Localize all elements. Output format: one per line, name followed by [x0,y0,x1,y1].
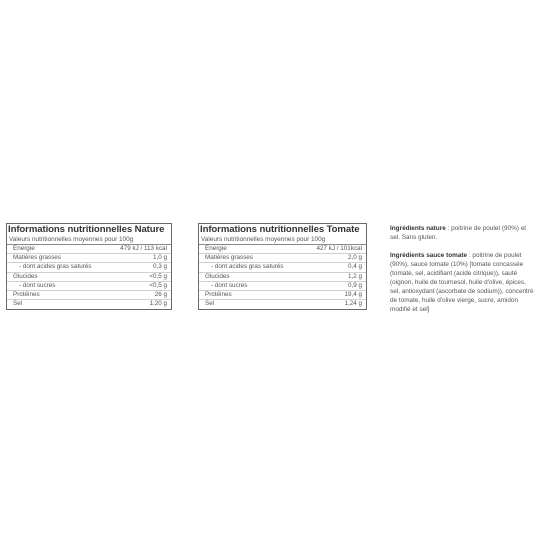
row-value: 1,2 g [347,272,362,280]
nutrition-table-nature [6,223,172,310]
row-value: 1,24 g [344,300,362,308]
table-row [199,273,366,282]
table-row [199,282,366,291]
row-value: 19,4 g [344,291,362,299]
tomate-rows [199,245,366,308]
ingredients-nature-label: Ingrédients nature [390,225,446,232]
row-label: Sel [205,300,215,308]
row-label: Protéines [205,291,232,299]
table-row [7,273,171,282]
row-value: 26 g [154,291,167,299]
row-label: Energie [13,245,35,252]
row-label: Glucides [205,272,230,280]
row-label: Sel [13,300,23,308]
table-row [7,263,171,272]
table-row [199,300,366,308]
row-value: 0,9 g [347,281,362,289]
row-label: Matières grasses [205,254,253,262]
row-value: 2,0 g [347,254,362,262]
ingredients-nature-text: : poitrine de poulet (90%) et sel. Sans gluten. [390,225,527,241]
row-label: Energie [205,245,227,252]
table-row [7,291,171,300]
table-row [7,254,171,263]
tomate-table-subtitle: Valeurs nutritionnelles moyennes pour 100g [199,236,366,245]
table-row [199,254,366,263]
row-value: 1,20 g [149,300,167,308]
row-label: Glucides [13,272,38,280]
row-label: - dont sucres [211,281,248,289]
row-value: <0,5 g [149,281,167,289]
row-label: - dont acides gras saturés [19,263,92,271]
table-row [199,245,366,254]
row-label: Matières grasses [13,254,61,262]
ingredients-nature [390,224,535,242]
tomate-table-title: Informations nutritionnelles Tomate [200,224,360,235]
row-value: <0,5 g [149,272,167,280]
table-row [7,282,171,291]
table-row [199,263,366,272]
row-value: 1,0 g [152,254,167,262]
table-row [7,245,171,254]
table-row [199,291,366,300]
row-label: - dont acides gras saturés [211,263,284,271]
ingredients-tomate [390,251,535,314]
ingredients-tomate-text: : poitrine de poulet (90%), sauce tomate (10%) [tomate concassée (tomate, sel, acidifiant (acide citrique)), sauté (oignon, huile de tournesol, huile d'olive, épices, sel, antioxydant (ascorbate de sodium)), concentré de tomate, huile d'olive vierge, sucre, amidon modifié et sel] [390,252,534,313]
ingredients-tomate-label: Ingrédients sauce tomate [390,252,468,259]
nature-rows [7,245,171,308]
table-row [7,300,171,308]
row-value: 479 kJ / 113 kcal [120,245,167,252]
row-value: 427 kJ / 101kcal [316,245,362,252]
row-label: - dont sucres [19,281,56,289]
row-label: Protéines [13,291,40,299]
nature-table-subtitle: Valeurs nutritionnelles moyennes pour 100g [7,236,171,245]
row-value: 0,3 g [152,263,167,271]
row-value: 0,4 g [347,263,362,271]
nature-table-title: Informations nutritionnelles Nature [8,224,165,235]
nutrition-table-tomate [198,223,367,310]
